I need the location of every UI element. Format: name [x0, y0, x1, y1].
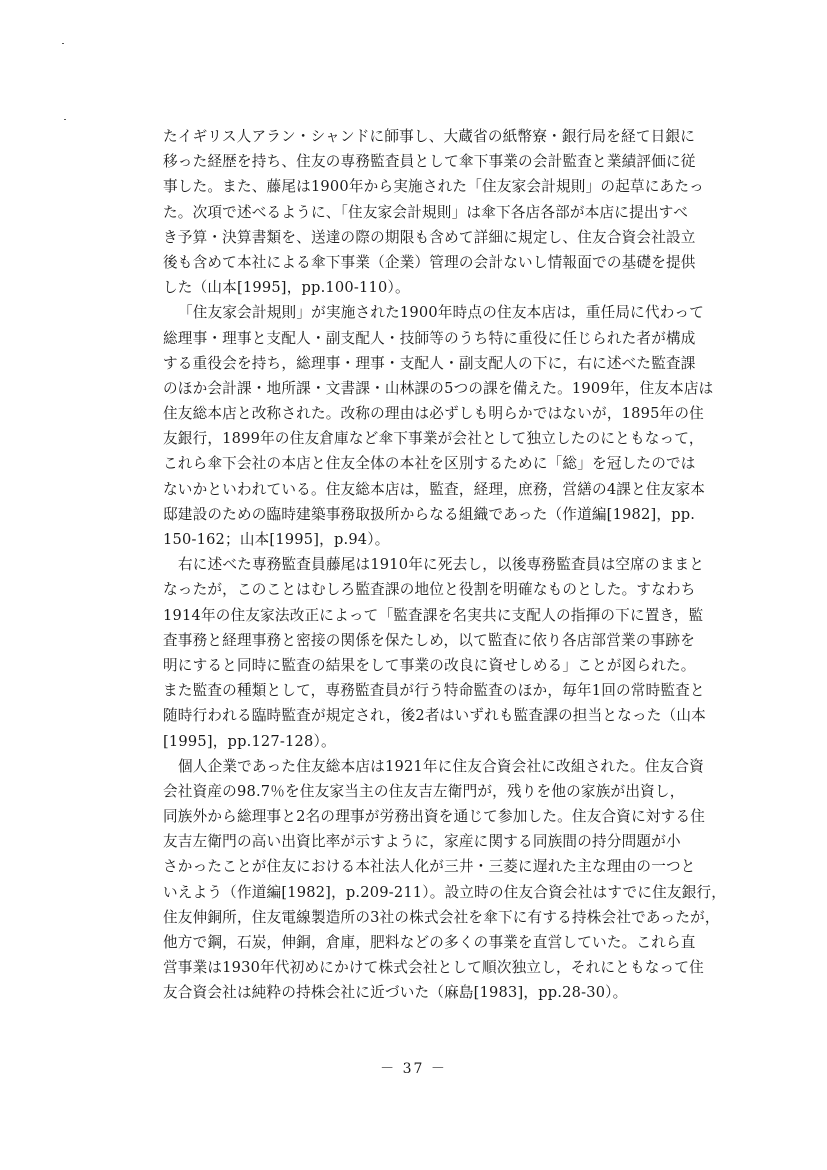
text-line: 住友総本店と改称された。改称の理由は必ずしも明らかではないが，1895年の住: [163, 405, 704, 423]
page-number: － 37 －: [380, 1061, 447, 1077]
scan-mark-top: [62, 43, 64, 44]
text-line: なったが，このことはむしろ監査課の地位と役割を明確なものとした。すなわち: [163, 581, 696, 599]
text-line: また監査の種類として，専務監査員が行う特命監査のほか，毎年1回の常時監査と: [163, 682, 705, 700]
text-line: した（山本[1995]，pp.100-110）。: [163, 279, 410, 297]
text-line: ないかといわれている。住友総本店は，監査，経理，庶務，営繕の4課と住友家本: [163, 480, 706, 498]
text-line: のほか会計課・地所課・文書課・山林課の5つの課を備えた。1909年，住友本店は: [163, 379, 714, 397]
text-line: 友合資会社は純粋の持株会社に近づいた（麻島[1983]，pp.28-30）。: [163, 984, 628, 1002]
text-line: た。次項で述べるように、「住友家会計規則」は傘下各店各部が本店に提出すべ: [163, 203, 688, 221]
text-line: 会社資産の98.7％を住友家当主の住友吉左衛門が，残りを他の家族が出資し，: [163, 782, 685, 800]
text-line: 右に述べた専務監査員藤尾は1910年に死去し，以後専務監査員は空席のままと: [178, 556, 705, 574]
text-line: これら傘下会社の本店と住友全体の本社を区別するために「総」を冠したのでは: [163, 455, 696, 473]
text-line: 総理事・理事と支配人・副支配人・技師等のうち特に重役に任じられた者が構成: [163, 329, 696, 347]
text-line: 査事務と経理事務と密接の関係を保たしめ，以て監査に依り各店部営業の事跡を: [163, 631, 695, 649]
text-line: さかったことが住友における本社法人化が三井・三菱に遅れた主な理由の一つと: [163, 858, 696, 876]
text-line: 邸建設のための臨時建築事務取扱所からなる組織であった（作道編[1982]，pp.: [163, 505, 696, 523]
text-line: 友吉左衛門の高い出資比率が示すように，家産に関する同族間の持分問題が小: [163, 833, 681, 851]
text-line: 150-162；山本[1995]，p.94）。: [163, 531, 390, 548]
text-line: 「住友家会計規則」が実施された1900年時点の住友本店は，重任局に代わって: [178, 304, 704, 322]
text-line: 住友伸銅所，住友電線製造所の3社の株式会社を傘下に有する持株会社であったが，: [163, 908, 720, 926]
text-line: 明にすると同時に監査の結果をして事業の改良に資せしめる」ことが図られた。: [163, 656, 696, 674]
text-line: する重役会を持ち，総理事・理事・支配人・副支配人の下に，右に述べた監査課: [163, 354, 696, 372]
text-line: 友銀行，1899年の住友倉庫など傘下事業が会社として独立したのにともなって，: [163, 430, 704, 448]
text-line: き予算・決算書類を、送達の際の期限も含めて詳細に規定し、住友合資会社設立: [163, 228, 696, 246]
text-line: 他方で鋼，石炭，伸銅，倉庫，肥料などの多くの事業を直営していた。これら直: [163, 934, 696, 951]
document-body: [163, 124, 747, 1006]
text-line: 1914年の住友家法改正によって「監査課を名実共に支配人の指揮の下に置き，監: [163, 606, 704, 624]
scan-mark-left: [64, 119, 66, 120]
text-line: 移った経歴を持ち、住友の専務監査員として傘下事業の会計監査と業績評価に従: [163, 153, 696, 171]
text-line: [1995]，pp.127-128）。: [163, 732, 336, 750]
text-line: 同族外から総理事と2名の理事が労務出資を通じて参加した。住友合資に対する住: [163, 808, 706, 826]
text-line: いえよう（作道編[1982]，p.209-211）。設立時の住友合資会社はすでに住友銀行，: [163, 883, 727, 901]
text-line: 事した。また、藤尾は1900年から実施された「住友家会計規則」の起草にあたっ: [163, 178, 704, 196]
text-line: 後も含めて本社による傘下事業（企業）管理の会計ないし情報面での基礎を提供: [163, 253, 696, 271]
text-line: 随時行われる臨時監査が規定され，後2者はいずれも監査課の担当となった（山本: [163, 707, 706, 725]
text-line: 個人企業であった住友総本店は1921年に住友合資会社に改組された。住友合資: [178, 757, 704, 775]
text-line: たイギリス人アラン・シャンドに師事し、大蔵省の紙幣寮・銀行局を経て日銀に: [163, 128, 695, 145]
text-line: 営事業は1930年代初めにかけて株式会社として順次独立し，それにともなって住: [163, 959, 704, 977]
